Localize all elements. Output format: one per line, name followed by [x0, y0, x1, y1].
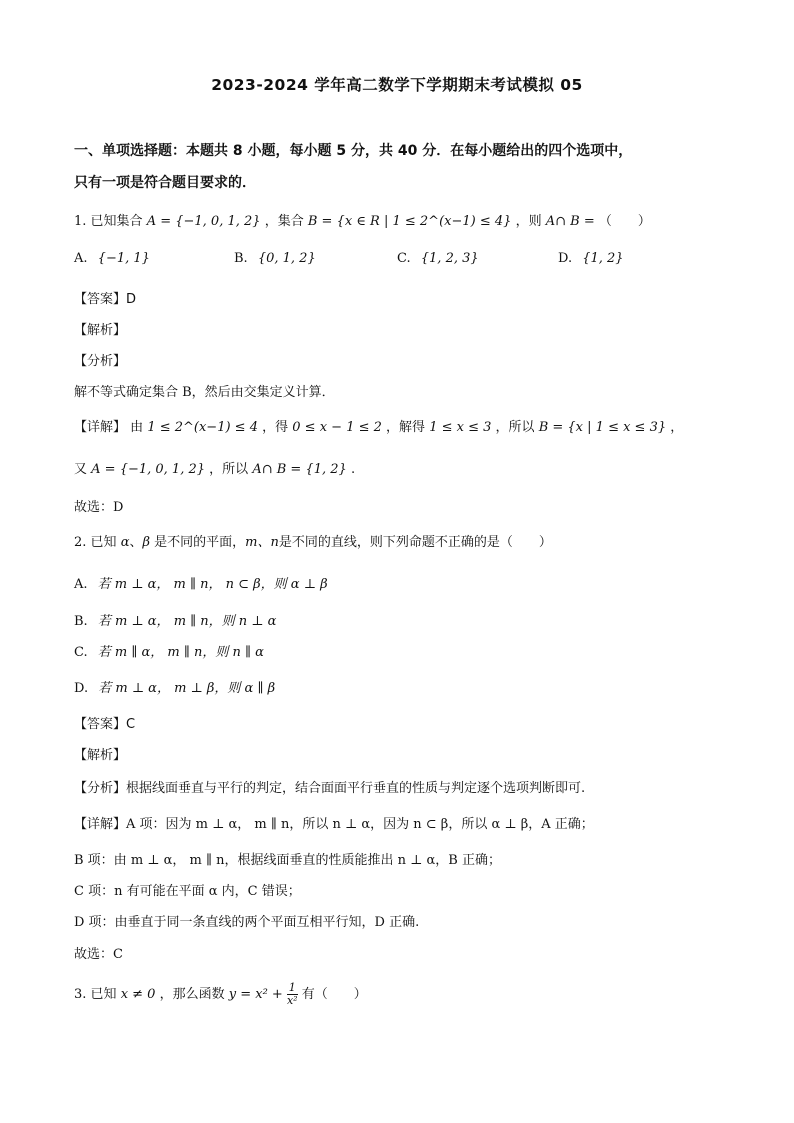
q3-function: y = x² + — [228, 987, 283, 1002]
q2-fenxi-label: 【分析】 — [74, 781, 127, 796]
q2-answer-value: C — [126, 717, 136, 732]
q2-analysis-text: 根据线面垂直与平行的判定，结合面面平行垂直的性质与判定逐个选项判断即可. — [126, 781, 586, 796]
q2-stem-end: 是不同的直线，则下列命题不正确的是（ ） — [278, 535, 552, 550]
q1-detail-line1 — [74, 416, 683, 435]
q1-detail-ineq-1: 1 ≤ 2^(x−1) ≤ 4 — [147, 420, 258, 435]
q1-option-a — [74, 251, 150, 266]
q2-alpha: α — [120, 535, 130, 550]
q1-analysis-text: 解不等式确定集合 B，然后由交集定义计算． — [74, 385, 335, 400]
page-title: 2023-2024 学年高二数学下学期期末考试模拟 05 — [211, 76, 583, 94]
q2-analysis — [74, 777, 585, 796]
q2-option-b — [74, 610, 276, 629]
q3-stem-start: 3. 已知 — [74, 987, 117, 1002]
q2-detail-d: D 项：由垂直于同一条直线的两个平面互相平行知，D 正确. — [74, 915, 420, 930]
q1-option-a-value: {−1, 1} — [97, 251, 150, 266]
q1-stem-start: 1. 已知集合 — [74, 214, 143, 229]
q2-detail-c: C 项：n 有可能在平面 α 内，C 错误； — [74, 884, 301, 899]
q2-option-a-text: 若 m ⊥ α， m ∥ n， n ⊂ β，则 α ⊥ β — [97, 577, 328, 592]
q1-option-d-letter: D. — [558, 251, 573, 266]
q2-sep: 、 — [129, 535, 143, 550]
q2-jiexi-label: 【解析】 — [74, 748, 127, 763]
question-3-stem — [74, 982, 367, 1007]
section-heading-line1: 一、单项选择题：本题共 8 小题，每小题 5 分，共 40 分．在每小题给出的四个选项中， — [74, 143, 633, 159]
q1-stem-mid: ，集合 — [264, 214, 304, 229]
q3-condition: x ≠ 0 — [120, 987, 156, 1002]
q1-detail2-text-a: 又 — [74, 462, 88, 477]
q2-stem-mid: 是不同的平面， — [154, 535, 246, 550]
q2-beta: β — [142, 535, 150, 550]
q1-answer-label: 【答案】 — [74, 292, 127, 307]
q2-detail-a-text: A 项：因为 m ⊥ α， m ∥ n，所以 n ⊥ α，因为 n ⊂ β，所以 α ⊥ β，A 正确； — [126, 817, 594, 832]
q1-detail-text-d: ，所以 — [495, 420, 535, 435]
q2-option-a — [74, 573, 328, 592]
q1-detail-text-c: ，解得 — [386, 420, 426, 435]
q1-detail-text-b: ，得 — [262, 420, 289, 435]
q3-stem-mid: ，那么函数 — [159, 987, 225, 1002]
question-1-stem — [74, 210, 651, 229]
q1-option-b-value: {0, 1, 2} — [257, 251, 316, 266]
q1-detail-text-a: 由 — [130, 420, 144, 435]
q3-stem-end: 有（ ） — [301, 987, 367, 1002]
q1-option-b-letter: B. — [234, 251, 248, 266]
q1-paren: （ ） — [598, 214, 651, 229]
q1-intersection: A∩ B = — [545, 214, 595, 229]
q1-stem-then: ，则 — [515, 214, 542, 229]
q2-option-b-letter: B. — [74, 614, 88, 629]
q1-set-b: B = {x ∈ R | 1 ≤ 2^(x−1) ≤ 4} — [307, 214, 512, 229]
q1-option-a-letter: A. — [74, 251, 88, 266]
q1-detail2-text-c: . — [350, 462, 356, 477]
q1-option-c-letter: C. — [397, 251, 411, 266]
q3-fraction-denominator: x² — [286, 994, 298, 1007]
q2-choose: 故选：C — [74, 947, 123, 962]
q2-detail-a — [74, 813, 594, 832]
q2-option-a-letter: A. — [74, 577, 88, 592]
q2-mn: m、n — [245, 535, 279, 550]
q1-jiexi-label: 【解析】 — [74, 323, 127, 338]
q1-detail-ineq-3: 1 ≤ x ≤ 3 — [429, 420, 492, 435]
q1-option-b — [234, 251, 316, 266]
q1-detail2-text-b: ，所以 — [209, 462, 249, 477]
q1-detail-text-e: ， — [670, 420, 684, 435]
q2-option-d-text: 若 m ⊥ α， m ⊥ β，则 α ∥ β — [98, 681, 276, 696]
q1-detail2-result: A∩ B = {1, 2} — [252, 462, 347, 477]
q1-option-c-value: {1, 2, 3} — [420, 251, 479, 266]
q1-detail-line2 — [74, 458, 355, 477]
q1-detail-set-b: B = {x | 1 ≤ x ≤ 3} — [538, 420, 667, 435]
q2-detail-b: B 项：由 m ⊥ α， m ∥ n，根据线面垂直的性质能推出 n ⊥ α，B 正确； — [74, 853, 501, 868]
q2-answer — [74, 713, 135, 732]
q1-set-a: A = {−1, 0, 1, 2} — [146, 214, 261, 229]
q1-option-d — [558, 251, 624, 266]
q2-option-c-text: 若 m ∥ α， m ∥ n，则 n ∥ α — [97, 645, 264, 660]
q3-fraction-numerator: 1 — [288, 981, 296, 994]
q1-option-c — [397, 251, 479, 266]
q1-fenxi-label: 【分析】 — [74, 354, 127, 369]
q2-answer-label: 【答案】 — [74, 717, 127, 732]
section-heading-line2: 只有一项是符合题目要求的． — [74, 175, 256, 191]
q1-answer-value: D — [126, 292, 137, 307]
q3-fraction — [287, 982, 298, 1007]
q1-detail2-set-a: A = {−1, 0, 1, 2} — [91, 462, 206, 477]
q2-option-b-text: 若 m ⊥ α， m ∥ n，则 n ⊥ α — [97, 614, 277, 629]
q2-stem-start: 2. 已知 — [74, 535, 117, 550]
q1-detail-label: 【详解】 — [74, 420, 127, 435]
q2-option-c-letter: C. — [74, 645, 88, 660]
q2-option-c — [74, 641, 264, 660]
question-2-stem — [74, 531, 552, 550]
q1-choose: 故选：D — [74, 500, 124, 515]
q2-option-d — [74, 677, 275, 696]
q1-detail-ineq-2: 0 ≤ x − 1 ≤ 2 — [292, 420, 382, 435]
q1-option-d-value: {1, 2} — [582, 251, 624, 266]
q2-option-d-letter: D. — [74, 681, 89, 696]
q1-answer — [74, 288, 136, 307]
q2-detail-label: 【详解】 — [74, 817, 127, 832]
